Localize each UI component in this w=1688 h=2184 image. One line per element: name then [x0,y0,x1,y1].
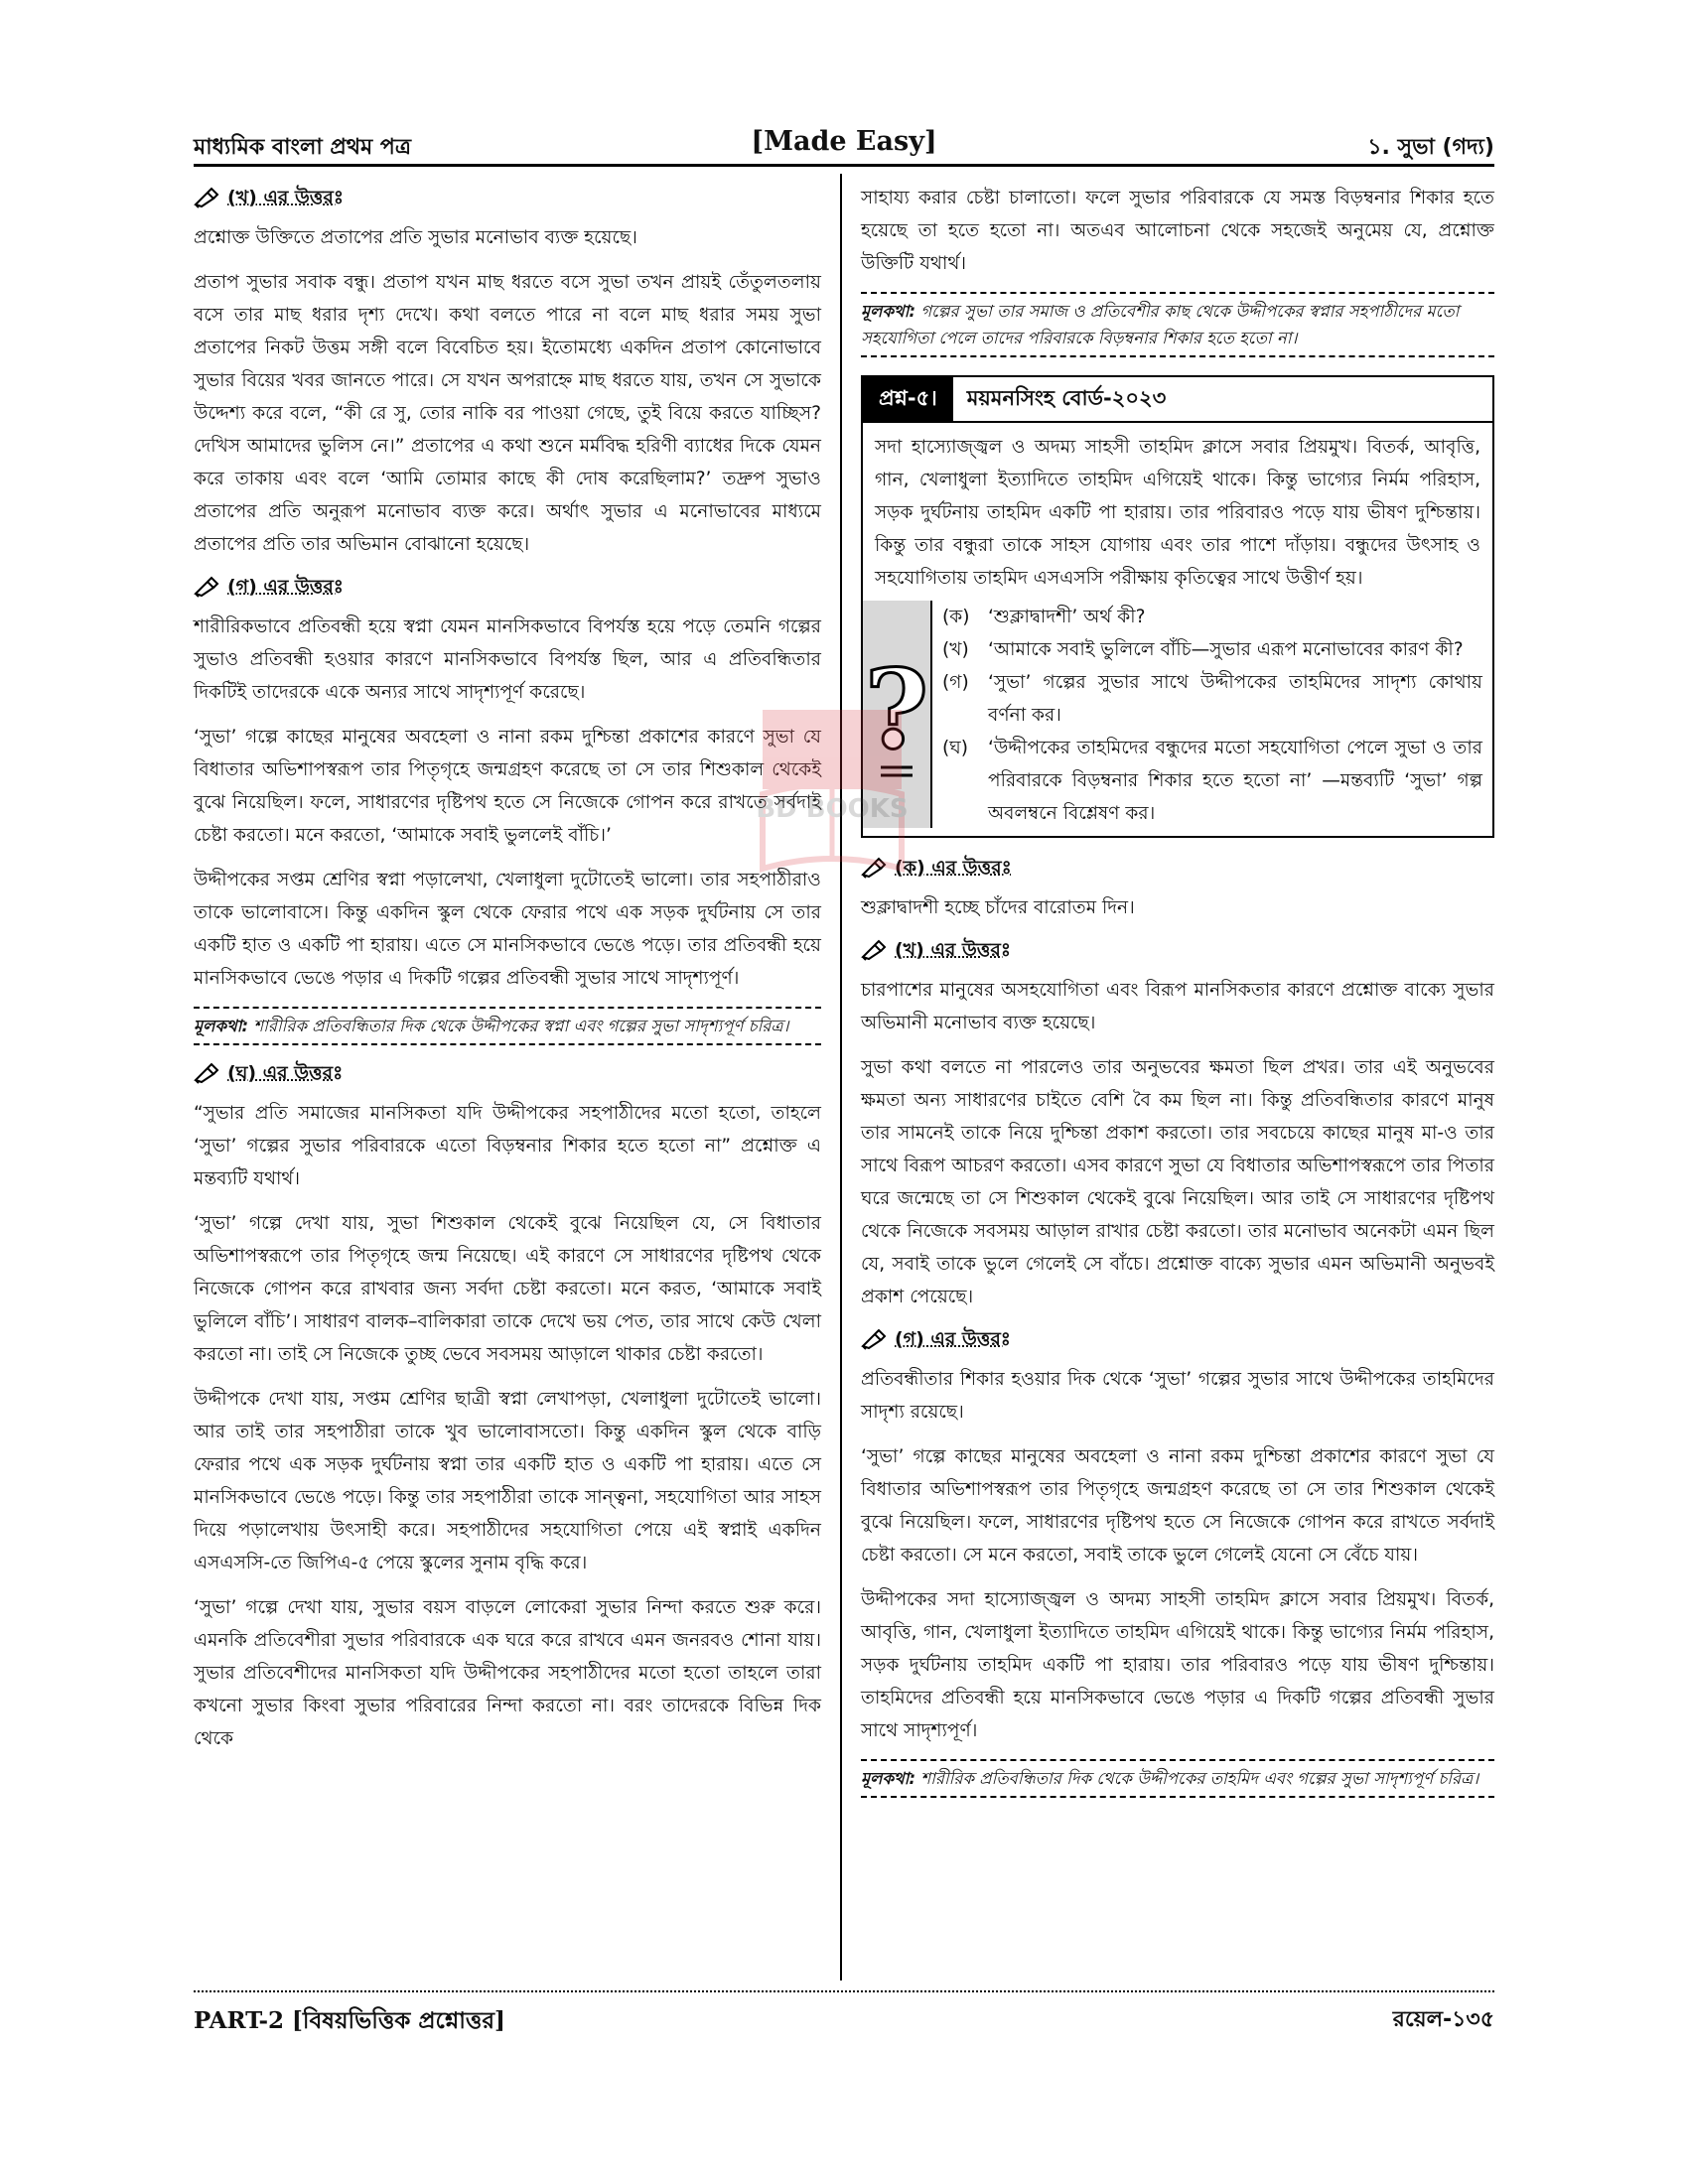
document-page [194,124,1494,2100]
question-item-text: ‘শুক্লাদ্বাদশী’ অর্থ কী? [988,607,1146,627]
header-subject: মাধ্যমিক বাংলা প্রথম পত্র [194,135,412,160]
question-item-label: (ক) [942,607,970,627]
header-chapter: ১. সুভা (গদ্য) [1367,135,1494,160]
key-point-label: মূলকথা: [194,1017,249,1035]
question-item [942,601,1482,633]
answer-heading: (ক) এর উত্তরঃ [861,854,1494,882]
paragraph: প্রশ্নোক্ত উক্তিতে প্রতাপের প্রতি সুভার মনোভাব ব্যক্ত হয়েছে। [194,227,637,248]
question-box [861,375,1494,838]
key-point-label: মূলকথা: [861,302,916,321]
column-divider [840,174,842,1980]
key-point-label: মূলকথা: [861,1769,916,1788]
paragraph: ‘সুভা’ গল্পে দেখা যায়, সুভার বয়স বাড়লে লোকেরা সুভার নিন্দা করতে শুরু করে। এমনকি প্রতিবেশীরা সুভার পরিবারকে এক ঘরে করে রাখবে এমন জনরবও শোনা যায়। সুভার প্রতিবেশীদের মানসিকতা যদি উদ্দীপকের সহপাঠীদের মতো হতো তাহলে তারা কখনো সুভার কিংবা সুভার পরিবারের নিন্দা করতো না। বরং তাদেরকে বিভিন্ন দিক থেকে [194,1597,821,1749]
pen-hand-icon [861,1328,887,1350]
pen-hand-icon [194,1062,219,1084]
answer-heading: (গ) এর উত্তরঃ [861,1325,1494,1353]
answer-heading: (গ) এর উত্তরঃ [194,573,821,601]
paragraph: চারপাশের মানুষের অসহযোগিতা এবং বিরূপ মানসিকতার কারণে প্রশ্নোক্ত বাক্যে সুভার অভিমানী মনোভাব ব্যক্ত হয়েছে। [861,980,1494,1033]
paragraph: শারীরিকভাবে প্রতিবন্ধী হয়ে স্বপ্না যেমন মানসিকভাবে বিপর্যস্ত হয়ে পড়ে তেমনি গল্পের সুভাও প্রতিবন্ধী হওয়ার কারণে মানসিকভাবে বিপর্যস্ত ছিল, আর এ প্রতিবন্ধিতার দিকটিই তাদেরকে একে অন্যর সাথে সাদৃশ্যপূর্ণ করেছে। [194,616,821,703]
page-header [194,124,1494,167]
paragraph: “সুভার প্রতি সমাজের মানসিকতা যদি উদ্দীপকের সহপাঠীদের মতো হতো, তাহলে ‘সুভা’ গল্পের সুভার পরিবারকে এতো বিড়ম্বনার শিকার হতে হতো না” প্রশ্নোক্ত এ মন্তব্যটি যথার্থ। [194,1103,821,1189]
question-item-text: ‘আমাকে সবাই ভুলিলে বাঁচি—সুভার এরূপ মনোভাবের কারণ কী? [988,639,1464,660]
paragraph: ‘সুভা’ গল্পে কাছের মানুষের অবহেলা ও নানা রকম দুশ্চিন্তা প্রকাশের কারণে সুভা যে বিধাতার অভিশাপস্বরূপ তার পিতৃগৃহে জন্মগ্রহণ করেছে তা সে তার শিশুকাল থেকেই বুঝে নিয়েছিল। ফলে, সাধারণের দৃষ্টিপথ হতে সে নিজেকে গোপন করে রাখতে সর্বদাই চেষ্টা করতো। মনে করতো, ‘আমাকে সবাই ভুললেই বাঁচি।’ [194,727,821,846]
paragraph: সুভা কথা বলতে না পারলেও তার অনুভবের ক্ষমতা ছিল প্রখর। তার এই অনুভবের ক্ষমতা অন্য সাধারণের চাইতে বেশি বৈ কম ছিল না। কিন্তু প্রতিবন্ধিতার কারণে মানুষ তার সামনেই তাকে নিয়ে দুশ্চিন্তা প্রকাশ করতো। তার সবচেয়ে কাছের মানুষ মা-ও তার সাথে বিরূপ আচরণ করতো। এসব কারণে সুভা যে বিধাতার অভিশাপস্বরূপে তার পিতার ঘরে জন্মেছে তা সে শিশুকাল থেকেই বুঝে নিয়েছিল। আর তাই সে সাধারণের দৃষ্টিপথ থেকে নিজেকে সবসময় আড়াল রাখার চেষ্টা করতো। তার মনোভাব অনেকটা এমন ছিল যে, সবাই তাকে ভুলে গেলেই সে বাঁচে। প্রশ্নোক্ত বাক্যে সুভার এমন অভিমানী অনুভবই প্রকাশ পেয়েছে। [861,1057,1494,1307]
paragraph: প্রতাপ সুভার সবাক বন্ধু। প্রতাপ যখন মাছ ধরতে বসে সুভা তখন প্রায়ই তেঁতুলতলায় বসে তার মাছ ধরার দৃশ্য দেখে। কথা বলতে পারে না বলে মাছ ধরার সময় সুভা প্রতাপের নিকট উত্তম সঙ্গী বলে বিবেচিত হয়। ইতোমধ্যে একদিন প্রতাপ কোনোভাবে সুভার বিয়ের খবর জানতে পারে। সে যখন অপরাহ্নে মাছ ধরতে যায়, তখন সে সুভাকে উদ্দেশ্য করে বলে, “কী রে সু, তোর নাকি বর পাওয়া গেছে, তুই বিয়ে করতে যাচ্ছিস? দেখিস আমাদের ভুলিস নে।” প্রতাপের এ কথা শুনে মর্মবিদ্ধ হরিণী ব্যাধের দিকে যেমন করে তাকায় এবং বলে ‘আমি তোমার কাছে কী দোষ করেছিলাম?’ তদ্রুপ সুভাও প্রতাপের প্রতি অনুরূপ মনোভাব ব্যক্ত করে। অর্থাৎ সুভার এ মনোভাবের মাধ্যমে প্রতাপের প্রতি তার অভিমান বোঝানো হয়েছে। [194,272,821,555]
page-footer [194,1990,1494,2032]
key-point-text: গল্পের সুভা তার সমাজ ও প্রতিবেশীর কাছ থেকে উদ্দীপকের স্বপ্নার সহপাঠীদের মতো সহযোগিতা পেলে তাদের পরিবারকে বিড়ম্বনার শিকার হতে হতো না। [861,302,1460,347]
question-item-text: ‘উদ্দীপকের তাহমিদের বন্ধুদের মতো সহযোগিতা পেলে সুভা ও তার পরিবারকে বিড়ম্বনার শিকার হতে হতো না’ —মন্তব্যটি ‘সুভা’ গল্প অবলম্বনে বিশ্লেষণ কর। [988,738,1482,824]
watermark-text: BD BOOKS [756,794,909,824]
pen-hand-icon [194,187,219,208]
paragraph: প্রতিবন্ধীতার শিকার হওয়ার দিক থেকে ‘সুভা’ গল্পের সুভার সাথে উদ্দীপকের তাহমিদের সাদৃশ্য রয়েছে। [861,1369,1494,1423]
svg-text:?: ? [864,644,929,773]
key-point-text: শারীরিক প্রতিবন্ধিতার দিক থেকে উদ্দীপকের স্বপ্না এবং গল্পের সুভা সাদৃশ্যপূর্ণ চরিত্র। [253,1017,789,1035]
paragraph: শুক্লাদ্বাদশী হচ্ছে চাঁদের বারোতম দিন। [861,897,1135,918]
paragraph: উদ্দীপকের সদা হাস্যোজ্জ্বল ও অদম্য সাহসী তাহমিদ ক্লাসে সবার প্রিয়মুখ। বিতর্ক, আবৃত্তি, গান, খেলাধুলা ইত্যাদিতে তাহমিদ এগিয়েই থাকে। কিন্তু ভাগ্যের নির্মম পরিহাস, সড়ক দুর্ঘটনায় তাহমিদ একটি পা হারায়। তার পরিবারও পড়ে যায় ভীষণ দুশ্চিন্তায়। তাহমিদের প্রতিবন্ধী হয়ে মানসিকভাবে ভেঙে পড়ার এ দিকটি গল্পের প্রতিবন্ধী সুভার সাথে সাদৃশ্যপূর্ণ। [861,1589,1494,1741]
question-item [942,732,1482,830]
right-column [861,182,1494,1812]
key-point-box [861,292,1494,357]
answer-heading: (খ) এর উত্তরঃ [861,936,1494,964]
question-item-label: (গ) [942,672,969,693]
footer-part-label: PART-2 [বিষয়ভিত্তিক প্রশ্নোত্তর] [194,2007,505,2034]
key-point-box [861,1759,1494,1798]
answer-heading: (খ) এর উত্তরঃ [194,184,821,211]
footer-page-number: রয়েল-১৩৫ [1392,2007,1494,2032]
question-header [863,377,1492,423]
key-point-box [194,1007,821,1045]
paragraph: উদ্দীপকের সপ্তম শ্রেণির স্বপ্না পড়ালেখা, খেলাধুলা দুটোতেই ভালো। তার সহপাঠীরাও তাকে ভালোবাসে। কিন্তু একদিন স্কুল থেকে ফেরার পথে এক সড়ক দুর্ঘটনায় সে তার একটি হাত ও একটি পা হারায়। এতে সে মানসিকভাবে ভেঙে পড়ে। তার প্রতিবন্ধী হয়ে মানসিকভাবে ভেঙে পড়ার এ দিকটি গল্পের প্রতিবন্ধী সুভার সাথে সাদৃশ্যপূর্ণ। [194,870,821,989]
question-board: ময়মনসিংহ বোর্ড-২০২৩ [966,385,1167,410]
question-item-label: (খ) [942,639,969,660]
key-point-text: শারীরিক প্রতিবন্ধিতার দিক থেকে উদ্দীপকের তাহমিদ এবং গল্পের সুভা সাদৃশ্যপূর্ণ চরিত্র। [920,1769,1479,1788]
paragraph: সাহায্য করার চেষ্টা চালাতো। ফলে সুভার পরিবারকে যে সমস্ত বিড়ম্বনার শিকার হতে হয়েছে তা হতে হতো না। অতএব আলোচনা থেকে সহজেই অনুমেয় যে, প্রশ্নোক্ত উক্তিটি যথার্থ। [861,188,1494,274]
watermark-logo [723,700,941,888]
question-number: প্রশ্ন-৫। [863,377,953,421]
paragraph: ‘সুভা’ গল্পে কাছের মানুষের অবহেলা ও নানা রকম দুশ্চিন্তা প্রকাশের কারণে সুভা যে বিধাতার অভিশাপস্বরূপ তার পিতৃগৃহে জন্মগ্রহণ করেছে তা সে তার শিশুকাল থেকেই বুঝে নিয়েছিল। ফলে, সাধারণের দৃষ্টিপথ হতে সে নিজেকে গোপন করে রাখতে সর্বদাই চেষ্টা করতো। সে মনে করতো, সবাই তাকে ভুলে গেলেই যেনো সে বেঁচে যায়। [861,1446,1494,1566]
pen-hand-icon [194,576,219,598]
paragraph: উদ্দীপকে দেখা যায়, সপ্তম শ্রেণির ছাত্রী স্বপ্না লেখাপড়া, খেলাধুলা দুটোতেই ভালো। আর তাই তার সহপাঠীরা তাকে খুব ভালোবাসতো। কিন্তু একদিন স্কুল থেকে বাড়ি ফেরার পথে এক সড়ক দুর্ঘটনায় স্বপ্না তার একটি হাত ও একটি পা হারায়। এতে সে মানসিকভাবে ভেঙে পড়ে। কিন্তু তার সহপাঠীরা তাকে সান্ত্বনা, সহযোগিতা আর সাহস দিয়ে পড়ালেখায় উৎসাহী করে। সহপাঠীদের সহযোগিতা পেয়ে এই স্বপ্নাই একদিন এসএসসি-তে জিপিএ-৫ পেয়ে স্কুলের সুনাম বৃদ্ধি করে। [194,1389,821,1573]
question-item-text: ‘সুভা’ গল্পের সুভার সাথে উদ্দীপকের তাহমিদের সাদৃশ্য কোথায় বর্ণনা কর। [988,672,1482,726]
question-items [863,601,1492,836]
question-stem: সদা হাস্যোজ্জ্বল ও অদম্য সাহসী তাহমিদ ক্লাসে সবার প্রিয়মুখ। বিতর্ক, আবৃত্তি, গান, খেলাধুলা ইত্যাদিতে তাহমিদ এগিয়েই থাকে। কিন্তু ভাগ্যের নির্মম পরিহাস, সড়ক দুর্ঘটনায় তাহমিদ একটি পা হারায়। তার পরিবারও পড়ে যায় ভীষণ দুশ্চিন্তায়। কিন্তু তার বন্ধুরা তাকে সাহস যোগায় এবং তার পাশে দাঁড়ায়। বন্ধুদের উৎসাহ ও সহযোগিতায় তাহমিদ এসএসসি পরীক্ষায় কৃতিত্বের সাথে উত্তীর্ণ হয়। [875,437,1480,589]
question-item-label: (ঘ) [942,738,968,758]
pen-hand-icon [861,939,887,961]
header-series: [Made Easy] [751,126,937,157]
question-item [942,633,1482,666]
left-column [194,182,821,1767]
question-list [932,601,1492,836]
paragraph: ‘সুভা’ গল্পে দেখা যায়, সুভা শিশুকাল থেকেই বুঝে নিয়েছিল যে, সে বিধাতার অভিশাপস্বরূপে তার পিতৃগৃহে জন্ম নিয়েছে। এই কারণে সে সাধারণের দৃষ্টিপথ থেকে নিজেকে গোপন করে রাখবার জন্য সর্বদা চেষ্টা করতো। মনে করত, ‘আমাকে সবাই ভুলিলে বাঁচি’। সাধারণ বালক–বালিকারা তাকে দেখে ভয় পেত, তার সাথে কেউ খেলা করতো না। তাই সে নিজেকে তুচ্ছ ভেবে সবসময় আড়ালে থাকার চেষ্টা করতো। [194,1213,821,1365]
question-item [942,666,1482,732]
answer-heading: (ঘ) এর উত্তরঃ [194,1059,821,1087]
